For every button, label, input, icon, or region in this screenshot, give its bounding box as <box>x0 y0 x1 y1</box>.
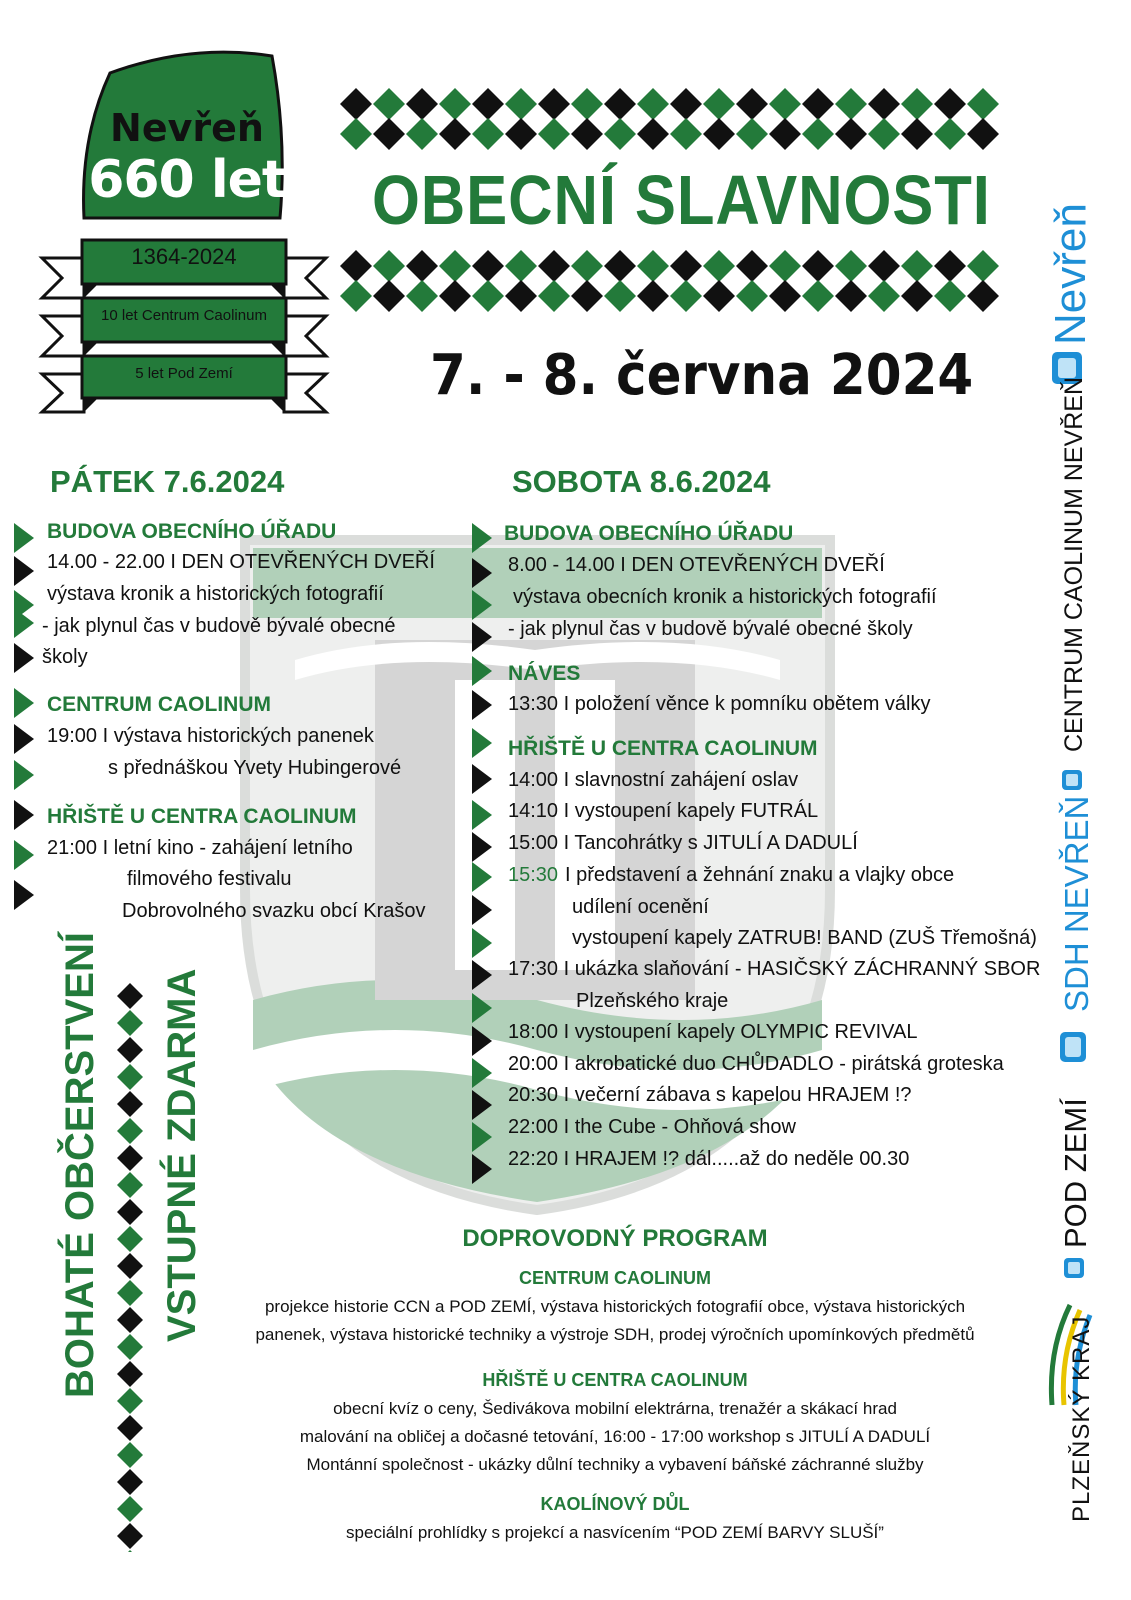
friday-section-title: HŘIŠTĚ U CENTRA CAOLINUM <box>47 805 357 828</box>
event-date: 7. - 8. června 2024 <box>430 343 974 408</box>
accompanying-line: panenek, výstava historické techniky a výstroje SDH, prodej výročních upomínkových předmětů <box>255 1325 975 1344</box>
accompanying-line: malování na obličej a dočasné tetování, 16:00 - 17:00 workshop s JITULÍ A DADULÍ <box>299 1427 931 1446</box>
saturday-line: výstava obecních kronik a historických fotografií <box>513 586 937 608</box>
saturday-line: 15:00 I Tancohrátky s JITULÍ A DADULÍ <box>508 832 858 854</box>
saturday-line: Plzeňského kraje <box>576 990 729 1012</box>
friday-section-title: BUDOVA OBECNÍHO ÚŘADU <box>47 520 337 543</box>
free-entry-vertical: VSTUPNÉ ZDARMA <box>160 968 204 1342</box>
sponsor-nevren-logo: Nevřeň <box>1046 203 1095 345</box>
sponsor-plzensky-kraj: PLZEŇSKÝ KRAJ <box>1068 1315 1095 1522</box>
badge-village-name: Nevřeň <box>110 106 264 150</box>
ribbon-centrum: 10 let Centrum Caolinum <box>101 307 267 324</box>
sponsor-sdh-nevren: SDH NEVŘEŇ <box>1058 795 1095 1012</box>
refreshments-vertical: BOHATÉ OBČERSTVENÍ <box>58 932 102 1398</box>
sponsor-pod-zemi: POD ZEMÍ <box>1058 1098 1093 1248</box>
saturday-line: I představení a žehnání znaku a vlajky obce <box>565 864 955 886</box>
checker-pattern-top <box>340 88 1000 158</box>
accompanying-heading: DOPROVODNÝ PROGRAM <box>462 1225 768 1252</box>
event-title: OBECNÍ SLAVNOSTI <box>372 161 991 239</box>
anniversary-badge <box>82 48 292 223</box>
diamond-column <box>114 982 146 1552</box>
accompanying-section-title: CENTRUM CAOLINUM <box>519 1268 711 1288</box>
friday-heading: PÁTEK 7.6.2024 <box>50 464 285 499</box>
saturday-section-title: BUDOVA OBECNÍHO ÚŘADU <box>504 522 794 545</box>
friday-line: 14.00 - 22.00 I DEN OTEVŘENÝCH DVEŘÍ <box>47 551 435 573</box>
friday-line: 21:00 I letní kino - zahájení letního <box>47 837 353 859</box>
centrum-logo-mark <box>1060 768 1084 792</box>
accompanying-section-title: HŘIŠTĚ U CENTRA CAOLINUM <box>482 1370 748 1390</box>
friday-line: výstava kronik a historických fotografií <box>47 583 384 605</box>
ribbon-years: 1364-2024 <box>131 244 237 269</box>
saturday-line: 20:00 I akrobatické duo CHŮDADLO - pirátská groteska <box>508 1053 1004 1075</box>
badge-years: 660 let <box>88 150 286 210</box>
saturday-line: - jak plynul čas v budově bývalé obecné školy <box>508 618 913 640</box>
accompanying-line: projekce historie CCN a POD ZEMÍ, výstava historických fotografií obce, výstava historických <box>264 1297 966 1316</box>
saturday-time-green: 15:30 <box>508 864 559 886</box>
pod-zemi-logo-mark <box>1062 1256 1086 1280</box>
friday-line: - jak plynul čas v budově bývalé obecné <box>42 615 396 637</box>
friday-line: Dobrovolného svazku obcí Krašov <box>122 900 426 922</box>
saturday-line: 13:30 I položení věnce k pomníku obětem války <box>508 693 931 715</box>
saturday-line: udílení ocenění <box>572 896 709 918</box>
saturday-section-title: NÁVES <box>508 662 581 685</box>
accompanying-line: speciální prohlídky s projekcí a nasvícením “POD ZEMÍ BARVY SLUŠÍ” <box>346 1523 884 1542</box>
saturday-line: 8.00 - 14.00 I DEN OTEVŘENÝCH DVEŘÍ <box>508 554 885 576</box>
saturday-section-title: HŘIŠTĚ U CENTRA CAOLINUM <box>508 737 818 760</box>
saturday-line: 20:30 I večerní zábava s kapelou HRAJEM !? <box>508 1084 912 1106</box>
ribbon-pod-zemi: 5 let Pod Zemí <box>135 365 233 382</box>
saturday-line: 14:00 I slavnostní zahájení oslav <box>508 769 799 791</box>
saturday-line: 17:30 I ukázka slaňování - HASIČSKÝ ZÁCHRANNÝ SBOR <box>508 958 1041 980</box>
saturday-line: vystoupení kapely ZATRUB! BAND (ZUŠ Třemošná) <box>572 927 1037 949</box>
saturday-heading: SOBOTA 8.6.2024 <box>512 464 771 499</box>
sdh-logo-mark <box>1058 1030 1088 1064</box>
saturday-line: 22:20 I HRAJEM !? dál.....až do neděle 00.30 <box>508 1148 910 1170</box>
friday-section-title: CENTRUM CAOLINUM <box>47 693 271 716</box>
friday-line: s přednáškou Yvety Hubingerové <box>108 757 402 779</box>
friday-line: filmového festivalu <box>127 868 292 890</box>
friday-line: školy <box>42 646 88 668</box>
saturday-line: 22:00 I the Cube - Ohňová show <box>508 1116 796 1138</box>
accompanying-line: Montánní společnost - ukázky důlní techniky a vybavení báňské záchranné služby <box>306 1455 924 1474</box>
accompanying-line: obecní kvíz o ceny, Šedivákova mobilní elektrárna, trenažér a skákací hrad <box>333 1399 897 1418</box>
accompanying-section-title: KAOLÍNOVÝ DŮL <box>540 1494 690 1514</box>
friday-line: 19:00 I výstava historických panenek <box>47 725 374 747</box>
saturday-line: 18:00 I vystoupení kapely OLYMPIC REVIVAL <box>508 1021 918 1043</box>
sponsor-centrum-caolinum: CENTRUM CAOLINUM NEVŘEŇ <box>1060 376 1088 752</box>
checker-pattern-bottom <box>340 250 1000 320</box>
saturday-line: 14:10 I vystoupení kapely FUTRÁL <box>508 800 819 822</box>
